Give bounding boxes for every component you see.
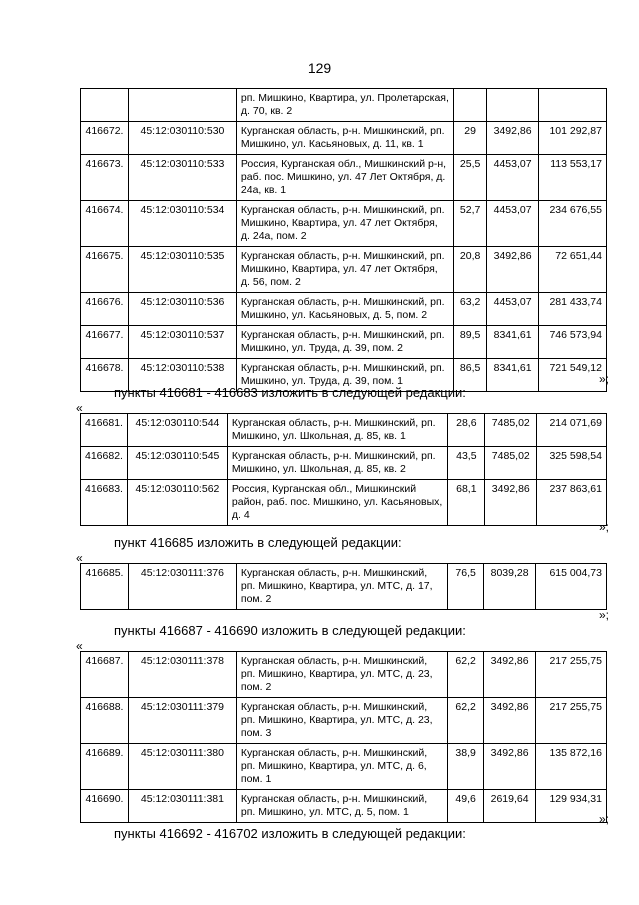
cadastral-number: 45:12:030111:378 bbox=[128, 652, 236, 698]
table-row bbox=[81, 201, 607, 247]
row-number: 416677. bbox=[81, 326, 129, 359]
rate: 3492,86 bbox=[487, 247, 539, 293]
cadastral-value: 214 071,69 bbox=[537, 414, 607, 447]
rate: 8341,61 bbox=[487, 359, 539, 392]
amendment-paragraph: пункты 416687 - 416690 изложить в следующей редакции: bbox=[114, 623, 466, 638]
rate: 3492,86 bbox=[485, 480, 537, 526]
property-table-3 bbox=[80, 563, 607, 610]
table-row bbox=[81, 652, 607, 698]
area: 86,5 bbox=[454, 359, 487, 392]
open-quote: « bbox=[76, 551, 83, 565]
row-number: 416675. bbox=[81, 247, 129, 293]
cadastral-value: 281 433,74 bbox=[539, 293, 607, 326]
table-row bbox=[81, 744, 607, 790]
area: 76,5 bbox=[448, 564, 484, 610]
rate: 3492,86 bbox=[487, 122, 539, 155]
close-quote: »; bbox=[598, 520, 609, 534]
cadastral-number: 45:12:030111:380 bbox=[128, 744, 236, 790]
cadastral-number: 45:12:030110:538 bbox=[128, 359, 236, 392]
row-number: 416673. bbox=[81, 155, 129, 201]
cadastral-value: 135 872,16 bbox=[536, 744, 607, 790]
address: Курганская область, р-н. Мишкинский, рп. Мишкино, ул. Труда, д. 39, пом. 2 bbox=[236, 326, 453, 359]
cadastral-value: 72 651,44 bbox=[539, 247, 607, 293]
table-3-body bbox=[81, 564, 607, 610]
cadastral-value: 615 004,73 bbox=[536, 564, 607, 610]
table-row bbox=[81, 326, 607, 359]
area: 62,2 bbox=[448, 698, 484, 744]
amendment-paragraph: пункты 416692 - 416702 изложить в следующей редакции: bbox=[114, 826, 466, 841]
close-quote: »; bbox=[598, 372, 609, 386]
address: Курганская область, р-н. Мишкинский, рп. Мишкино, ул. Школьная, д. 85, кв. 1 bbox=[227, 414, 448, 447]
row-number: 416690. bbox=[81, 790, 129, 823]
table-row bbox=[81, 447, 607, 480]
property-table-4 bbox=[80, 651, 607, 823]
open-quote: « bbox=[76, 639, 83, 653]
cadastral-number: 45:12:030110:534 bbox=[128, 201, 236, 247]
row-number: 416689. bbox=[81, 744, 129, 790]
area bbox=[454, 89, 487, 122]
cadastral-number bbox=[128, 89, 236, 122]
cadastral-value: 101 292,87 bbox=[539, 122, 607, 155]
table-row bbox=[81, 122, 607, 155]
rate: 4453,07 bbox=[487, 201, 539, 247]
table-4-body bbox=[81, 652, 607, 823]
cadastral-value: 113 553,17 bbox=[539, 155, 607, 201]
rate bbox=[487, 89, 539, 122]
cadastral-value: 237 863,61 bbox=[537, 480, 607, 526]
address: Курганская область, р-н. Мишкинский, рп. Мишкино, Квартира, ул. 47 лет Октября, д. 24а, пом. 2 bbox=[236, 201, 453, 247]
cadastral-number: 45:12:030110:533 bbox=[128, 155, 236, 201]
cadastral-value: 746 573,94 bbox=[539, 326, 607, 359]
area: 49,6 bbox=[448, 790, 484, 823]
table-row bbox=[81, 155, 607, 201]
cadastral-number: 45:12:030110:562 bbox=[127, 480, 227, 526]
cadastral-number: 45:12:030110:545 bbox=[127, 447, 227, 480]
address: Курганская область, р-н. Мишкинский, рп. Мишкино, ул. МТС, д. 5, пом. 1 bbox=[236, 790, 447, 823]
cadastral-number: 45:12:030110:544 bbox=[127, 414, 227, 447]
amendment-paragraph: пункт 416685 изложить в следующей редакции: bbox=[114, 535, 402, 550]
cadastral-number: 45:12:030110:530 bbox=[128, 122, 236, 155]
area: 52,7 bbox=[454, 201, 487, 247]
address: Курганская область, р-н. Мишкинский, рп. Мишкино, Квартира, ул. МТС, д. 23, пом. 3 bbox=[236, 698, 447, 744]
table-row bbox=[81, 293, 607, 326]
cadastral-value: 234 676,55 bbox=[539, 201, 607, 247]
cadastral-number: 45:12:030110:536 bbox=[128, 293, 236, 326]
row-number bbox=[81, 89, 129, 122]
area: 29 bbox=[454, 122, 487, 155]
address: Россия, Курганская обл., Мишкинский район, раб. пос. Мишкино, ул. Касьяновых, д. 4 bbox=[227, 480, 448, 526]
area: 20,8 bbox=[454, 247, 487, 293]
area: 63,2 bbox=[454, 293, 487, 326]
area: 89,5 bbox=[454, 326, 487, 359]
address: Курганская область, р-н. Мишкинский, рп. Мишкино, Квартира, ул. 47 лет Октября, д. 56, пом. 2 bbox=[236, 247, 453, 293]
cadastral-value: 129 934,31 bbox=[536, 790, 607, 823]
table-row bbox=[81, 480, 607, 526]
row-number: 416687. bbox=[81, 652, 129, 698]
row-number: 416676. bbox=[81, 293, 129, 326]
area: 62,2 bbox=[448, 652, 484, 698]
cadastral-value bbox=[539, 89, 607, 122]
address: Курганская область, р-н. Мишкинский, рп. Мишкино, ул. Школьная, д. 85, кв. 2 bbox=[227, 447, 448, 480]
rate: 2619,64 bbox=[484, 790, 536, 823]
address: Россия, Курганская обл., Мишкинский р-н, раб. пос. Мишкино, ул. 47 Лет Октября, д. 24а, кв. 1 bbox=[236, 155, 453, 201]
row-number: 416685. bbox=[81, 564, 129, 610]
cadastral-number: 45:12:030111:379 bbox=[128, 698, 236, 744]
address: рп. Мишкино, Квартира, ул. Пролетарская, д. 70, кв. 2 bbox=[236, 89, 453, 122]
cadastral-number: 45:12:030110:535 bbox=[128, 247, 236, 293]
rate: 7485,02 bbox=[485, 447, 537, 480]
close-quote: »; bbox=[598, 812, 609, 826]
rate: 3492,86 bbox=[484, 698, 536, 744]
property-table-1 bbox=[80, 88, 607, 392]
address: Курганская область, р-н. Мишкинский, рп. Мишкино, Квартира, ул. МТС, д. 23, пом. 2 bbox=[236, 652, 447, 698]
row-number: 416682. bbox=[81, 447, 128, 480]
row-number: 416678. bbox=[81, 359, 129, 392]
cadastral-number: 45:12:030110:537 bbox=[128, 326, 236, 359]
address: Курганская область, р-н. Мишкинский, рп. Мишкино, ул. Труда, д. 39, пом. 1 bbox=[236, 359, 453, 392]
area: 38,9 bbox=[448, 744, 484, 790]
cadastral-number: 45:12:030111:376 bbox=[128, 564, 236, 610]
rate: 4453,07 bbox=[487, 155, 539, 201]
rate: 3492,86 bbox=[484, 744, 536, 790]
row-number: 416683. bbox=[81, 480, 128, 526]
area: 43,5 bbox=[448, 447, 485, 480]
cadastral-value: 217 255,75 bbox=[536, 652, 607, 698]
cadastral-value: 325 598,54 bbox=[537, 447, 607, 480]
rate: 3492,86 bbox=[484, 652, 536, 698]
table-row bbox=[81, 698, 607, 744]
table-row bbox=[81, 790, 607, 823]
rate: 8341,61 bbox=[487, 326, 539, 359]
row-number: 416672. bbox=[81, 122, 129, 155]
row-number: 416674. bbox=[81, 201, 129, 247]
area: 68,1 bbox=[448, 480, 485, 526]
address: Курганская область, р-н. Мишкинский, рп. Мишкино, ул. Касьяновых, д. 11, кв. 1 bbox=[236, 122, 453, 155]
cadastral-number: 45:12:030111:381 bbox=[128, 790, 236, 823]
property-table-2 bbox=[80, 413, 607, 526]
rate: 4453,07 bbox=[487, 293, 539, 326]
open-quote: « bbox=[76, 401, 83, 415]
address: Курганская область, р-н. Мишкинский, рп. Мишкино, Квартира, ул. МТС, д. 17, пом. 2 bbox=[236, 564, 447, 610]
table-row bbox=[81, 247, 607, 293]
rate: 7485,02 bbox=[485, 414, 537, 447]
area: 28,6 bbox=[448, 414, 485, 447]
row-number: 416688. bbox=[81, 698, 129, 744]
cadastral-value: 721 549,12 bbox=[539, 359, 607, 392]
table-1-body bbox=[81, 89, 607, 392]
table-row bbox=[81, 89, 607, 122]
table-2-body bbox=[81, 414, 607, 526]
table-row bbox=[81, 564, 607, 610]
area: 25,5 bbox=[454, 155, 487, 201]
amendment-paragraph: пункты 416681 - 416683 изложить в следующей редакции: bbox=[114, 385, 466, 400]
page-number: 129 bbox=[307, 60, 332, 76]
cadastral-value: 217 255,75 bbox=[536, 698, 607, 744]
address: Курганская область, р-н. Мишкинский, рп. Мишкино, ул. Касьяновых, д. 5, пом. 2 bbox=[236, 293, 453, 326]
close-quote: »; bbox=[598, 608, 609, 622]
rate: 8039,28 bbox=[484, 564, 536, 610]
table-row bbox=[81, 414, 607, 447]
row-number: 416681. bbox=[81, 414, 128, 447]
address: Курганская область, р-н. Мишкинский, рп. Мишкино, Квартира, ул. МТС, д. 6, пом. 1 bbox=[236, 744, 447, 790]
